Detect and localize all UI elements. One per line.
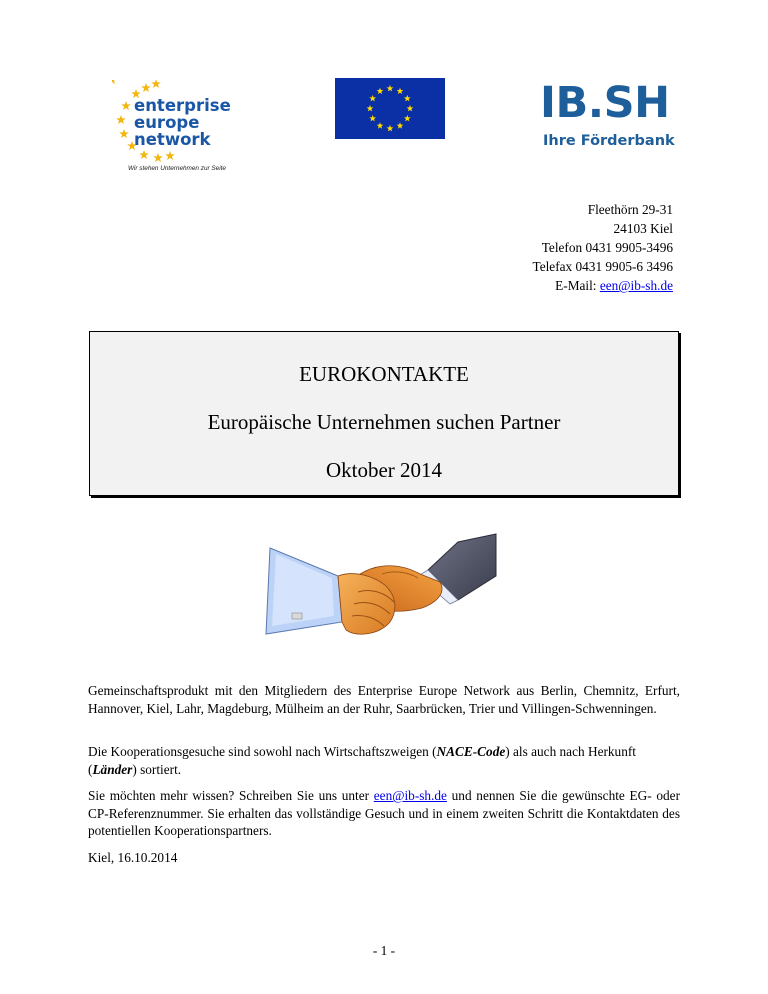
enterprise-europe-network-logo bbox=[112, 80, 242, 180]
title-box bbox=[89, 331, 679, 496]
paragraph-sorting-text-1: Die Kooperationsgesuche sind sowohl nach Wirtschaftszweigen ( bbox=[88, 744, 437, 759]
document-subtitle: Europäische Unternehmen suchen Partner bbox=[207, 410, 561, 434]
een-star-arc-icon bbox=[112, 80, 242, 165]
address-email-line bbox=[533, 276, 674, 295]
contact-email-link[interactable]: een@ib-sh.de bbox=[373, 788, 447, 803]
eu-flag-icon bbox=[335, 78, 445, 139]
document-date: Oktober 2014 bbox=[325, 458, 443, 482]
document-title: EUROKONTAKTE bbox=[299, 362, 469, 386]
page-number: - 1 - bbox=[372, 943, 396, 958]
ibsh-logo-text: IB.SH bbox=[540, 78, 670, 128]
laender-emphasis: Länder bbox=[92, 761, 133, 777]
paragraph-contact-text-2: und nennen Sie die gewünschte EG- oder CP-Referenznummer. Sie erhalten das vollständige Gesuch und in einem zweiten Schritt die Kontaktdaten des potentiellen Kooperationspartners. bbox=[88, 788, 680, 839]
een-line1: enterprise bbox=[134, 96, 231, 115]
een-line2: europe bbox=[134, 113, 200, 132]
address-fax: Telefax 0431 9905-6 3496 bbox=[532, 259, 673, 274]
paragraph-network-members: Gemeinschaftsprodukt mit den Mitgliedern des Enterprise Europe Network aus Berlin, Chemnitz, Erfurt, Hannover, Kiel, Lahr, Magdeburg, Mülheim an der Ruhr, Saarbrücken, Trier und Villingen-Schwenningen. bbox=[88, 683, 680, 716]
address-street: Fleethörn 29-31 bbox=[587, 202, 673, 217]
paragraph-sorting bbox=[88, 743, 680, 778]
address-email-label: E-Mail: bbox=[555, 278, 600, 293]
address-city: 24103 Kiel bbox=[613, 221, 673, 236]
handshake-icon bbox=[262, 530, 497, 642]
paragraph-contact-text-1: Sie möchten mehr wissen? Schreiben Sie uns unter bbox=[88, 788, 374, 803]
address-block bbox=[533, 200, 674, 295]
paragraph-sorting-text-2: ) als auch nach Herkunft ( bbox=[88, 744, 636, 777]
een-line3: network bbox=[134, 130, 211, 149]
eu-flag-logo bbox=[335, 78, 445, 139]
address-email-link[interactable]: een@ib-sh.de bbox=[599, 278, 673, 293]
place-date: Kiel, 16.10.2014 bbox=[88, 850, 178, 865]
ibsh-logo-subtitle: Ihre Förderbank bbox=[543, 133, 675, 149]
nace-code-emphasis: NACE-Code bbox=[436, 744, 506, 759]
address-phone: Telefon 0431 9905-3496 bbox=[541, 240, 673, 255]
een-tagline: Wir stehen Unternehmen zur Seite bbox=[128, 165, 226, 172]
ibsh-logo bbox=[540, 78, 680, 154]
paragraph-contact bbox=[88, 787, 680, 840]
paragraph-sorting-text-3: ) sortiert. bbox=[132, 761, 182, 777]
handshake-illustration bbox=[262, 530, 497, 642]
